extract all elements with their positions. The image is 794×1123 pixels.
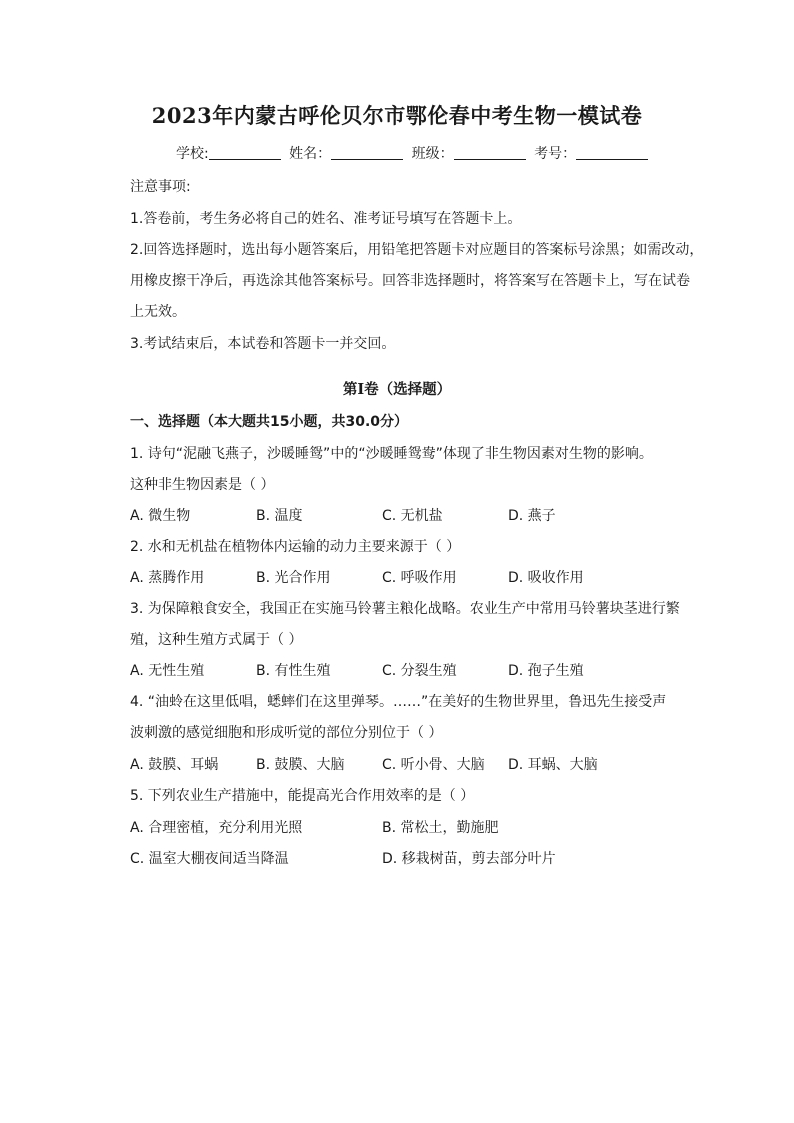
question-stem: 3. 为保障粮食安全，我国正在实施马铃薯主粮化战略。农业生产中常用马铃薯块茎进行繁 [130, 601, 680, 617]
notice-item: 1.答卷前，考生务必将自己的姓名、准考证号填写在答题卡上。 [130, 211, 522, 227]
question-stem: 4. “油蛉在这里低唱，蟋蟀们在这里弹琴。……”在美好的生物世界里，鲁迅先生接受声 [130, 694, 667, 710]
school-label: 学校: [176, 146, 209, 162]
section-title: 第I卷（选择题） [342, 381, 452, 398]
page-title: 2023年内蒙古呼伦贝尔市鄂伦春中考生物一模试卷 [151, 103, 643, 128]
option-c[interactable]: C. 无机盐 [382, 508, 443, 524]
class-blank[interactable] [454, 145, 526, 160]
option-d[interactable]: D. 耳蜗、大脑 [508, 757, 598, 773]
question-stem: 1. 诗句“泥融飞燕子，沙暖睡鸳”中的“沙暖睡鸳鸯”体现了非生物因素对生物的影响。 [130, 446, 653, 462]
option-d[interactable]: D. 吸收作用 [508, 570, 584, 586]
class-label: 班级： [411, 146, 454, 162]
option-b[interactable]: B. 光合作用 [256, 570, 331, 586]
exam-number-label: 考号： [534, 146, 577, 162]
option-c[interactable]: C. 听小骨、大脑 [382, 757, 485, 773]
option-a[interactable]: A. 微生物 [130, 508, 191, 524]
option-b[interactable]: B. 常松土，勤施肥 [382, 820, 499, 836]
option-d[interactable]: D. 燕子 [508, 508, 556, 524]
notice-item: 2.回答选择题时，选出每小题答案后，用铅笔把答题卡对应题目的答案标号涂黑；如需改动， [130, 242, 704, 258]
option-c[interactable]: C. 温室大棚夜间适当降温 [130, 851, 289, 867]
option-d[interactable]: D. 移栽树苗，剪去部分叶片 [382, 851, 556, 867]
option-a[interactable]: A. 无性生殖 [130, 663, 205, 679]
section-subtitle: 一、选择题（本大题共15小题，共30.0分） [130, 414, 409, 430]
option-b[interactable]: B. 温度 [256, 508, 303, 524]
question-stem: 2. 水和无机盐在植物体内运输的动力主要来源于（ ） [130, 539, 461, 555]
notice-item: 用橡皮擦干净后，再选涂其他答案标号。回答非选择题时，将答案写在答题卡上，写在试卷 [130, 273, 690, 289]
name-label: 姓名： [289, 146, 332, 162]
notice-item: 上无效。 [130, 304, 186, 320]
option-a[interactable]: A. 蒸腾作用 [130, 570, 205, 586]
option-b[interactable]: B. 鼓膜、大脑 [256, 757, 345, 773]
student-info-line [176, 143, 652, 163]
exam-number-blank[interactable] [576, 145, 648, 160]
option-a[interactable]: A. 合理密植，充分利用光照 [130, 820, 303, 836]
name-blank[interactable] [331, 145, 403, 160]
option-d[interactable]: D. 孢子生殖 [508, 663, 584, 679]
option-c[interactable]: C. 分裂生殖 [382, 663, 457, 679]
school-blank[interactable] [209, 145, 281, 160]
question-stem: 殖，这种生殖方式属于（ ） [130, 632, 303, 648]
option-c[interactable]: C. 呼吸作用 [382, 570, 457, 586]
notice-heading: 注意事项: [130, 179, 191, 195]
question-stem: 5. 下列农业生产措施中，能提高光合作用效率的是（ ） [130, 788, 475, 804]
option-b[interactable]: B. 有性生殖 [256, 663, 331, 679]
notice-item: 3.考试结束后，本试卷和答题卡一并交回。 [130, 336, 396, 352]
question-stem: 这种非生物因素是（ ） [130, 477, 275, 493]
option-a[interactable]: A. 鼓膜、耳蜗 [130, 757, 219, 773]
question-stem: 波刺激的感觉细胞和形成听觉的部位分别位于（ ） [130, 725, 443, 741]
